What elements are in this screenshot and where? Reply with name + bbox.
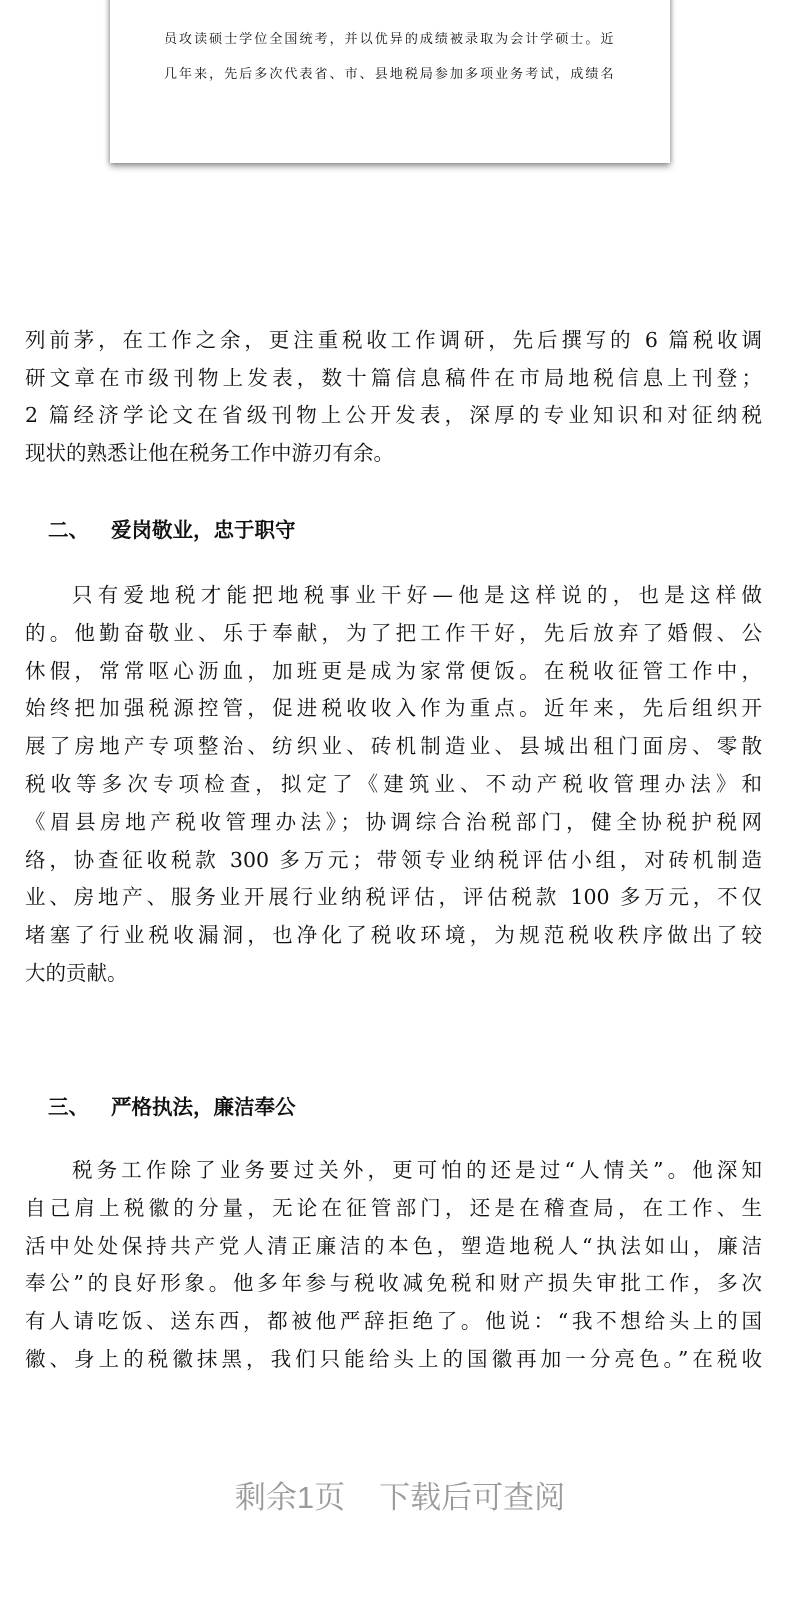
paragraph-line: 大的贡献。 — [25, 961, 128, 985]
remaining-pages-text: 剩余1页 — [234, 1480, 346, 1515]
section-number: 三、 — [48, 1095, 89, 1119]
paragraph-line: 业、房地产、服务业开展行业纳税评估，评估税款 100 多万元，不仅 — [25, 885, 762, 910]
section-heading — [48, 1093, 318, 1121]
paragraph-line: 展了房地产专项整治、纺织业、砖机制造业、县城出租门面房、零散 — [25, 734, 762, 759]
paragraph-line: 奉公”的良好形象。他多年参与税收减免税和财产损失审批工作，多次 — [25, 1271, 762, 1296]
paragraph-line: 徽、身上的税徽抹黑，我们只能给头上的国徽再加一分亮色。”在税收 — [25, 1347, 762, 1371]
paragraph-line: 络，协查征收税款 300 多万元；带领专业纳税评估小组，对砖机制造 — [25, 847, 762, 872]
section-title: 爱岗敬业，忠于职守 — [111, 518, 296, 542]
preview-page-card — [110, 0, 670, 163]
paragraph-line: 研文章在市级刊物上发表，数十篇信息稿件在市局地税信息上刊登； — [25, 365, 762, 390]
download-to-view-text: 下载后可查阅 — [379, 1480, 566, 1515]
card-text-line: 员攻读硕士学位全国统考，并以优异的成绩被录取为会计学硕士。近 — [164, 32, 614, 47]
section-heading — [48, 516, 318, 544]
card-text-line: 几年来，先后多次代表省、市、县地税局参加多项业务考试，成绩名 — [164, 67, 614, 82]
paragraph-line: 始终把加强税源控管，促进税收收入作为重点。近年来，先后组织开 — [25, 696, 762, 721]
paragraph-line: 税务工作除了业务要过关外，更可怕的还是过“人情关”。他深知 — [72, 1158, 762, 1182]
paragraph-line: 税收等多次专项检查，拟定了《建筑业、不动产税收管理办法》和 — [25, 772, 762, 796]
section-number: 二、 — [48, 518, 89, 542]
paragraph-line: 2 篇经济学论文在省级刊物上公开发表，深厚的专业知识和对征纳税 — [25, 403, 762, 428]
paragraph-line: 自己肩上税徽的分量，无论在征管部门，还是在稽查局，在工作、生 — [25, 1195, 762, 1220]
paragraph-line: 《眉县房地产税收管理办法》；协调综合治税部门，健全协税护税网 — [25, 809, 762, 834]
download-prompt[interactable] — [0, 1472, 800, 1517]
paragraph-line: 活中处处保持共产党人清正廉洁的本色，塑造地税人“执法如山，廉洁 — [25, 1233, 762, 1258]
paragraph-line: 有人请吃饭、送东西，都被他严辞拒绝了。他说：“我不想给头上的国 — [25, 1309, 762, 1334]
paragraph-line: 休假，常常呕心沥血，加班更是成为家常便饭。在税收征管工作中， — [25, 658, 762, 683]
paragraph-line: 只有爱地税才能把地税事业干好—他是这样说的，也是这样做 — [72, 583, 762, 607]
paragraph-line: 的。他勤奋敬业、乐于奉献，为了把工作干好，先后放弃了婚假、公 — [25, 620, 762, 645]
paragraph-line: 堵塞了行业税收漏洞，也净化了税收环境，为规范税收秩序做出了较 — [25, 923, 762, 948]
paragraph-line: 现状的熟悉让他在税务工作中游刃有余。 — [25, 441, 394, 466]
section-title: 严格执法，廉洁奉公 — [111, 1095, 296, 1119]
paragraph-line: 列前茅，在工作之余，更注重税收工作调研，先后撰写的 6 篇税收调 — [25, 328, 762, 352]
